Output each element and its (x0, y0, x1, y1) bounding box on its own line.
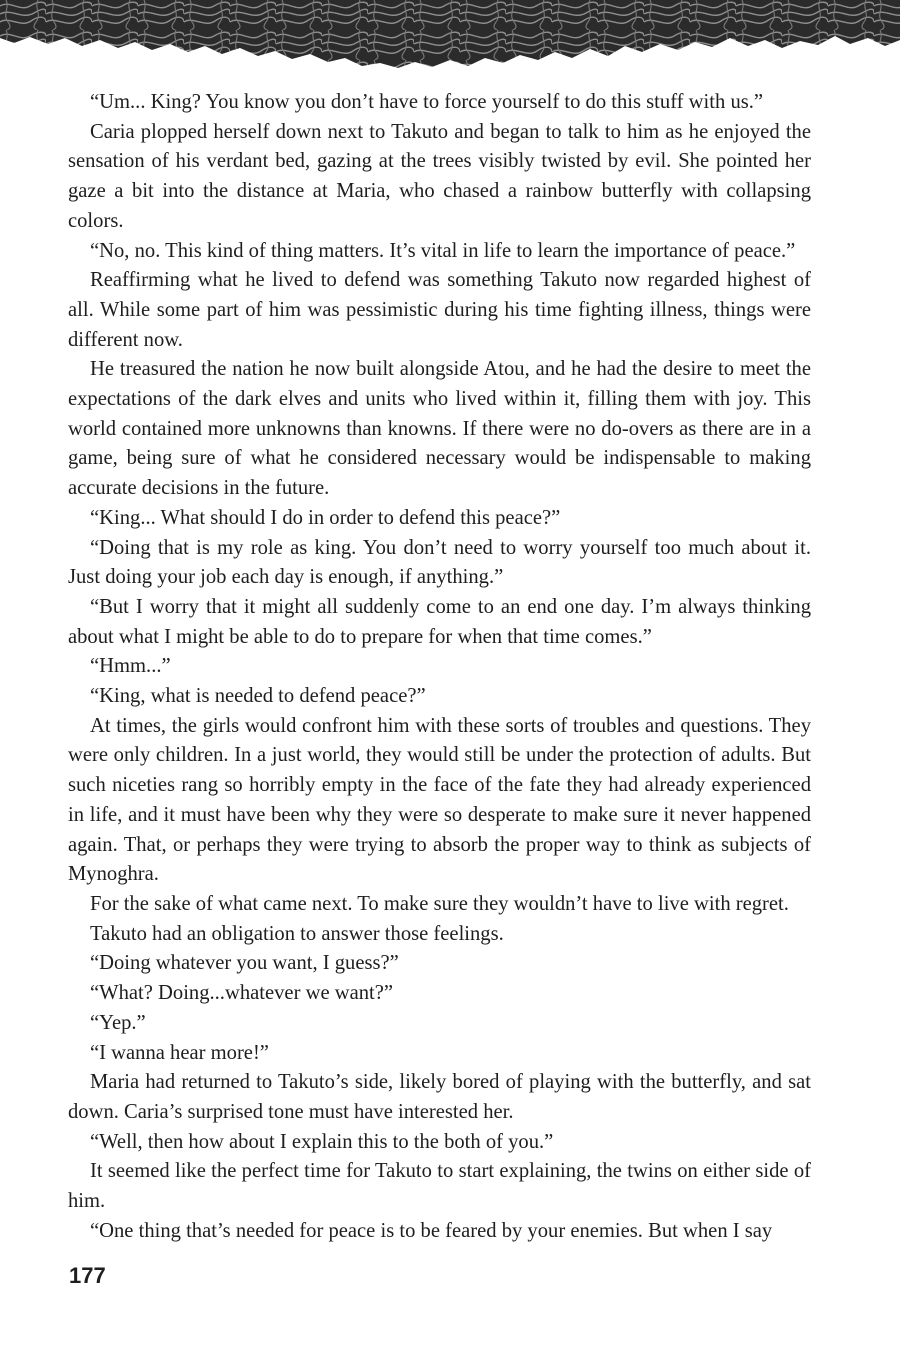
paragraph: “I wanna hear more!” (90, 1041, 269, 1064)
paragraph: For the sake of what came next. To make sure they wouldn’t have to live with regret. (90, 892, 789, 915)
paragraph: Takuto had an obligation to answer those feelings. (90, 922, 504, 945)
paragraph: “Hmm...” (90, 655, 171, 678)
paragraph: “Yep.” (90, 1011, 146, 1034)
paragraph: “Um... King? You know you don’t have to force yourself to do this stuff with us.” (90, 91, 764, 113)
paragraph: “Doing that is my role as king. You don’t need to worry yourself too much about it. Just doing your job each day is enough, if anything.” (68, 536, 811, 589)
paragraph: “King, what is needed to defend peace?” (90, 685, 426, 708)
paragraph: At times, the girls would confront him with these sorts of troubles and questions. They were only children. In a just world, they would still be under the protection of adults. But such niceties rang so horribly empty in the face of the fate they had already experienced in life, and it must have been why they were so desperate to make sure it never happened again. That, or perhaps they were trying to absorb the proper way to think as subjects of Mynoghra. (68, 714, 811, 886)
paragraph: He treasured the nation he now built alongside Atou, and he had the desire to meet the expectations of the dark elves and units who lived within it, filling them with joy. This world contained more unknowns than knowns. If there were no do-overs as there are in a game, being sure of what he considered necessary would be indispensable to making accurate decisions in the future. (68, 358, 811, 500)
paragraph: It seemed like the perfect time for Takuto to start explaining, the twins on either side of him. (68, 1160, 811, 1213)
page-number: 177 (69, 1263, 106, 1288)
paragraph: “One thing that’s needed for peace is to be feared by your enemies. But when I say (90, 1219, 773, 1242)
paragraph: “King... What should I do in order to defend this peace?” (90, 506, 561, 529)
paragraph: “No, no. This kind of thing matters. It’s vital in life to learn the importance of peace.” (90, 239, 796, 262)
paragraph: Maria had returned to Takuto’s side, likely bored of playing with the butterfly, and sat down. Caria’s surprised tone must have interested her. (68, 1071, 811, 1123)
paragraph: Caria plopped herself down next to Takuto and began to talk to him as he enjoyed the sensation of his verdant bed, gazing at the trees visibly twisted by evil. She pointed her gaze a bit into the distance at Maria, who chased a rainbow butterfly with collapsing colors. (68, 120, 811, 232)
paragraph: “But I worry that it might all suddenly come to an end one day. I’m always thinking about what I might be able to do to prepare for when that time comes.” (68, 595, 811, 648)
torn-paper-header-art (0, 0, 900, 80)
paragraph: Reaffirming what he lived to defend was something Takuto now regarded highest of all. While some part of him was pessimistic during his time fighting illness, things were different now. (68, 269, 811, 351)
chapter-text-body (68, 88, 811, 1246)
paragraph: “What? Doing...whatever we want?” (90, 982, 394, 1005)
paragraph: “Well, then how about I explain this to the both of you.” (90, 1130, 554, 1153)
paragraph: “Doing whatever you want, I guess?” (90, 952, 399, 975)
